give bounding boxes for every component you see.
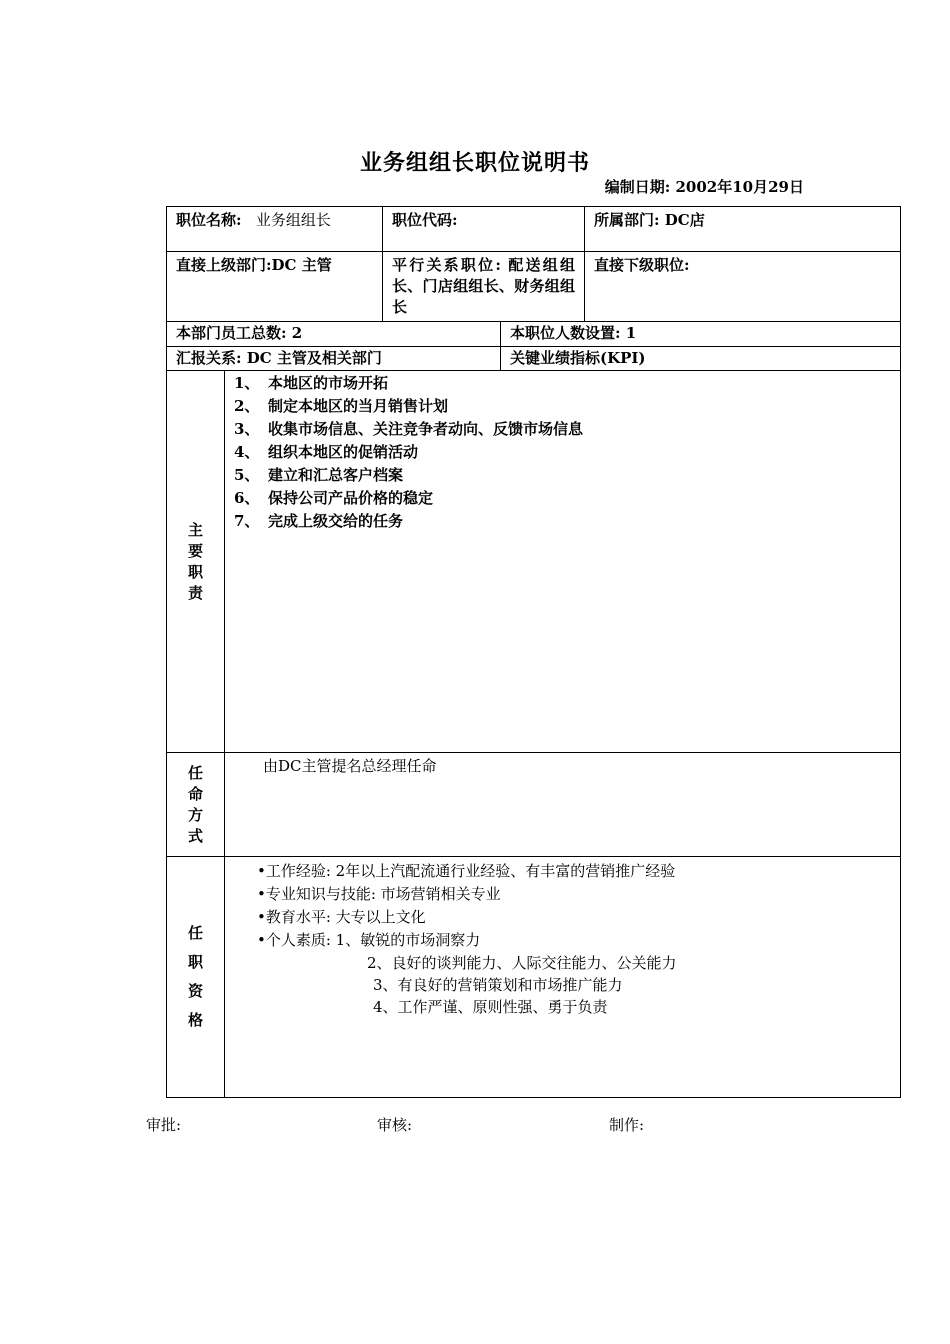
list-item: 6、 保持公司产品价格的稳定 [234, 489, 434, 507]
prepare-label: 制作: [609, 1116, 645, 1134]
position-name-cell [167, 207, 383, 252]
document-title: 业务组组长职位说明书 [359, 150, 590, 176]
qualification-line: •专业知识与技能: 市场营销相关专业 [257, 885, 501, 903]
appointment-text: 由DC主管提名总经理任命 [225, 753, 901, 857]
qualification-line: •工作经验: 2年以上汽配流通行业经验、有丰富的营销推广经验 [257, 862, 676, 880]
appointment-label: 任 命 方 式 [167, 753, 225, 857]
list-item: 2、 制定本地区的当月销售计划 [234, 397, 449, 415]
qualification-line: •教育水平: 大专以上文化 [257, 908, 426, 926]
duties-content [225, 371, 901, 753]
position-name-value: 业务组组长 [255, 211, 331, 229]
qualification-subline: 4、工作严谨、原则性强、勇于负责 [373, 998, 608, 1016]
qualifications-content [225, 857, 901, 1098]
report-cell: 汇报关系: DC 主管及相关部门 [167, 347, 501, 371]
headcount-cell: 本职位人数设置: 1 [501, 322, 901, 347]
row-headcount [167, 322, 901, 347]
qualification-subline: 3、有良好的营销策划和市场推广能力 [373, 976, 623, 994]
duties-label: 主 要 职 责 [167, 371, 225, 753]
row-basic-info [167, 207, 901, 252]
superior-cell: 直接上级部门:DC 主管 [167, 252, 383, 322]
review-label: 审核: [377, 1116, 413, 1134]
kpi-cell: 关键业绩指标(KPI) [501, 347, 901, 371]
row-appointment [167, 753, 901, 857]
qualifications-label: 任 职 资 格 [167, 857, 225, 1098]
approve-label: 审批: [146, 1116, 182, 1134]
job-description-table [166, 206, 901, 1098]
row-duties [167, 371, 901, 753]
qualification-subline: 2、良好的谈判能力、人际交往能力、公关能力 [367, 954, 677, 972]
subordinate-cell: 直接下级职位: [585, 252, 901, 322]
compile-date: 编制日期: 2002年10月29日 [604, 178, 804, 196]
department-cell: 所属部门: DC店 [585, 207, 901, 252]
row-relations [167, 252, 901, 322]
row-qualifications [167, 857, 901, 1098]
list-item: 1、 本地区的市场开拓 [234, 374, 389, 392]
row-reporting [167, 347, 901, 371]
list-item: 4、 组织本地区的促销活动 [234, 443, 419, 461]
duties-list [234, 372, 891, 533]
position-name-label: 职位名称: [176, 211, 242, 229]
qualification-line: •个人素质: 1、敏锐的市场洞察力 [257, 931, 481, 949]
parallel-cell: 平行关系职位: 配送组组长、门店组组长、财务组组长 [383, 252, 585, 322]
position-code-cell: 职位代码: [383, 207, 585, 252]
list-item: 3、 收集市场信息、关注竞争者动向、反馈市场信息 [234, 420, 584, 438]
staff-total-cell: 本部门员工总数: 2 [167, 322, 501, 347]
list-item: 5、 建立和汇总客户档案 [234, 466, 404, 484]
list-item: 7、 完成上级交给的任务 [234, 512, 404, 530]
